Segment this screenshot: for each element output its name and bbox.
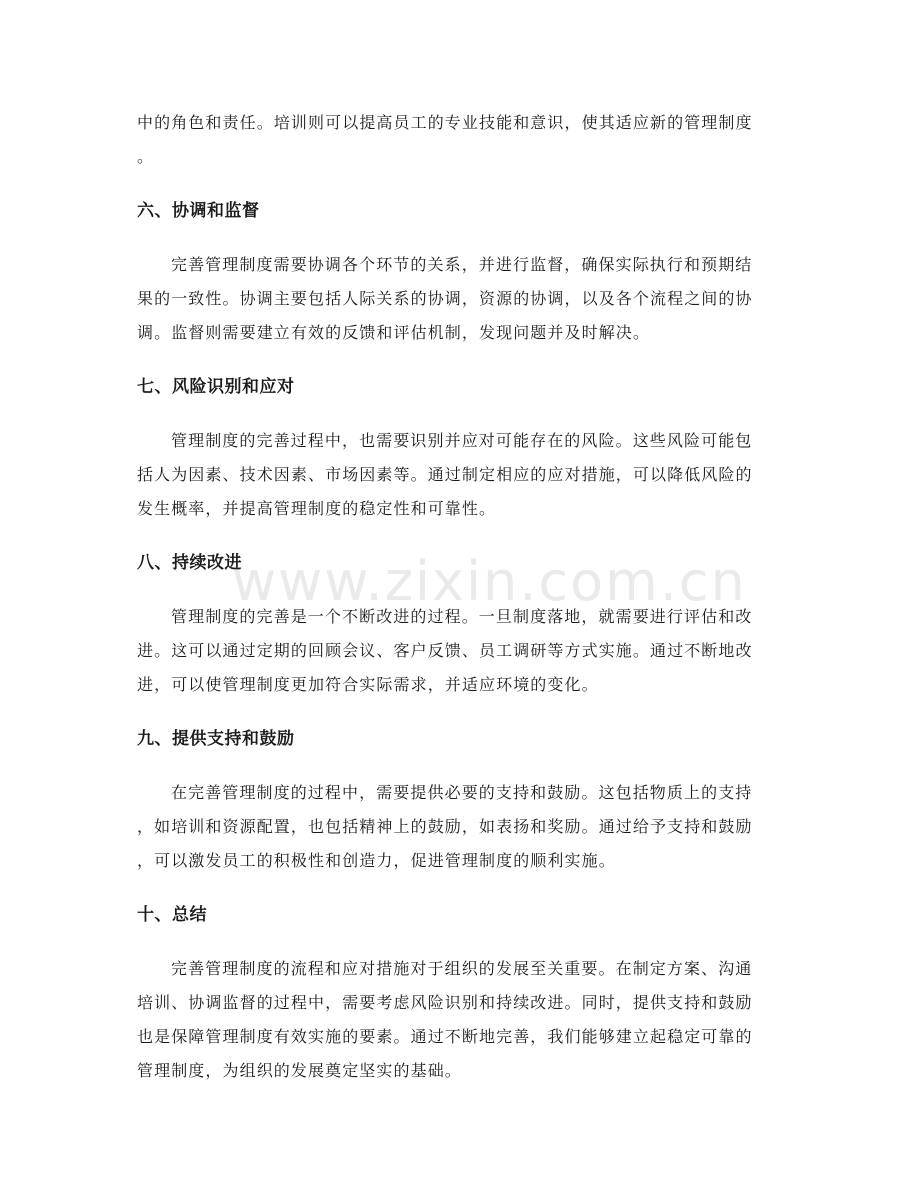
paragraph-line: ，可以激发员工的积极性和创造力，促进管理制度的顺利实施。 <box>137 851 616 870</box>
paragraph-line: ，如培训和资源配置，也包括精神上的鼓励，如表扬和奖励。通过给予支持和鼓励 <box>137 817 753 836</box>
intro-line-1: 中的角色和责任。培训则可以提高员工的专业技能和意识，使其适应新的管理制度 <box>137 113 753 132</box>
section-summary <box>137 898 787 1088</box>
paragraph-line: 在完善管理制度的过程中，需要提供必要的支持和鼓励。这包括物质上的支持 <box>171 783 753 802</box>
paragraph-line: 管理制度的完善过程中，也需要识别并应对可能存在的风险。这些风险可能包 <box>171 431 753 450</box>
section-heading: 十、总结 <box>137 905 207 925</box>
section-improvement <box>137 546 787 702</box>
section-paragraph <box>137 952 787 1088</box>
document-body <box>137 106 787 1088</box>
section-coordination <box>137 194 787 350</box>
paragraph-line: 进，可以使管理制度更加符合实际需求，并适应环境的变化。 <box>137 675 599 694</box>
intro-line-2: 。 <box>137 147 155 166</box>
section-risk <box>137 370 787 526</box>
paragraph-line: 管理制度，为组织的发展奠定坚实的基础。 <box>137 1061 462 1080</box>
intro-paragraph <box>137 106 787 174</box>
paragraph-line: 管理制度的完善是一个不断改进的过程。一旦制度落地，就需要进行评估和改 <box>171 607 753 626</box>
section-paragraph <box>137 776 787 878</box>
section-heading: 九、提供支持和鼓励 <box>137 729 295 749</box>
section-paragraph <box>137 248 787 350</box>
paragraph-line: 进。这可以通过定期的回顾会议、客户反馈、员工调研等方式实施。通过不断地改 <box>137 641 753 660</box>
paragraph-line: 发生概率，并提高管理制度的稳定性和可靠性。 <box>137 499 497 518</box>
watermark: www.zixin.com.cn <box>232 550 747 613</box>
section-paragraph <box>137 600 787 702</box>
paragraph-line: 括人为因素、技术因素、市场因素等。通过制定相应的应对措施，可以降低风险的 <box>137 465 753 484</box>
paragraph-line: 果的一致性。协调主要包括人际关系的协调，资源的协调，以及各个流程之间的协 <box>137 289 753 308</box>
paragraph-line: 也是保障管理制度有效实施的要素。通过不断地完善，我们能够建立起稳定可靠的 <box>137 1027 753 1046</box>
section-heading: 八、持续改进 <box>137 553 242 573</box>
section-heading: 六、协调和监督 <box>137 201 260 221</box>
paragraph-line: 完善管理制度的流程和应对措施对于组织的发展至关重要。在制定方案、沟通 <box>171 959 753 978</box>
section-paragraph <box>137 424 787 526</box>
paragraph-line: 培训、协调监督的过程中，需要考虑风险识别和持续改进。同时，提供支持和鼓励 <box>137 993 753 1012</box>
paragraph-line: 完善管理制度需要协调各个环节的关系，并进行监督，确保实际执行和预期结 <box>171 255 753 274</box>
section-heading: 七、风险识别和应对 <box>137 377 295 397</box>
paragraph-line: 调。监督则需要建立有效的反馈和评估机制，发现问题并及时解决。 <box>137 323 651 342</box>
section-support <box>137 722 787 878</box>
